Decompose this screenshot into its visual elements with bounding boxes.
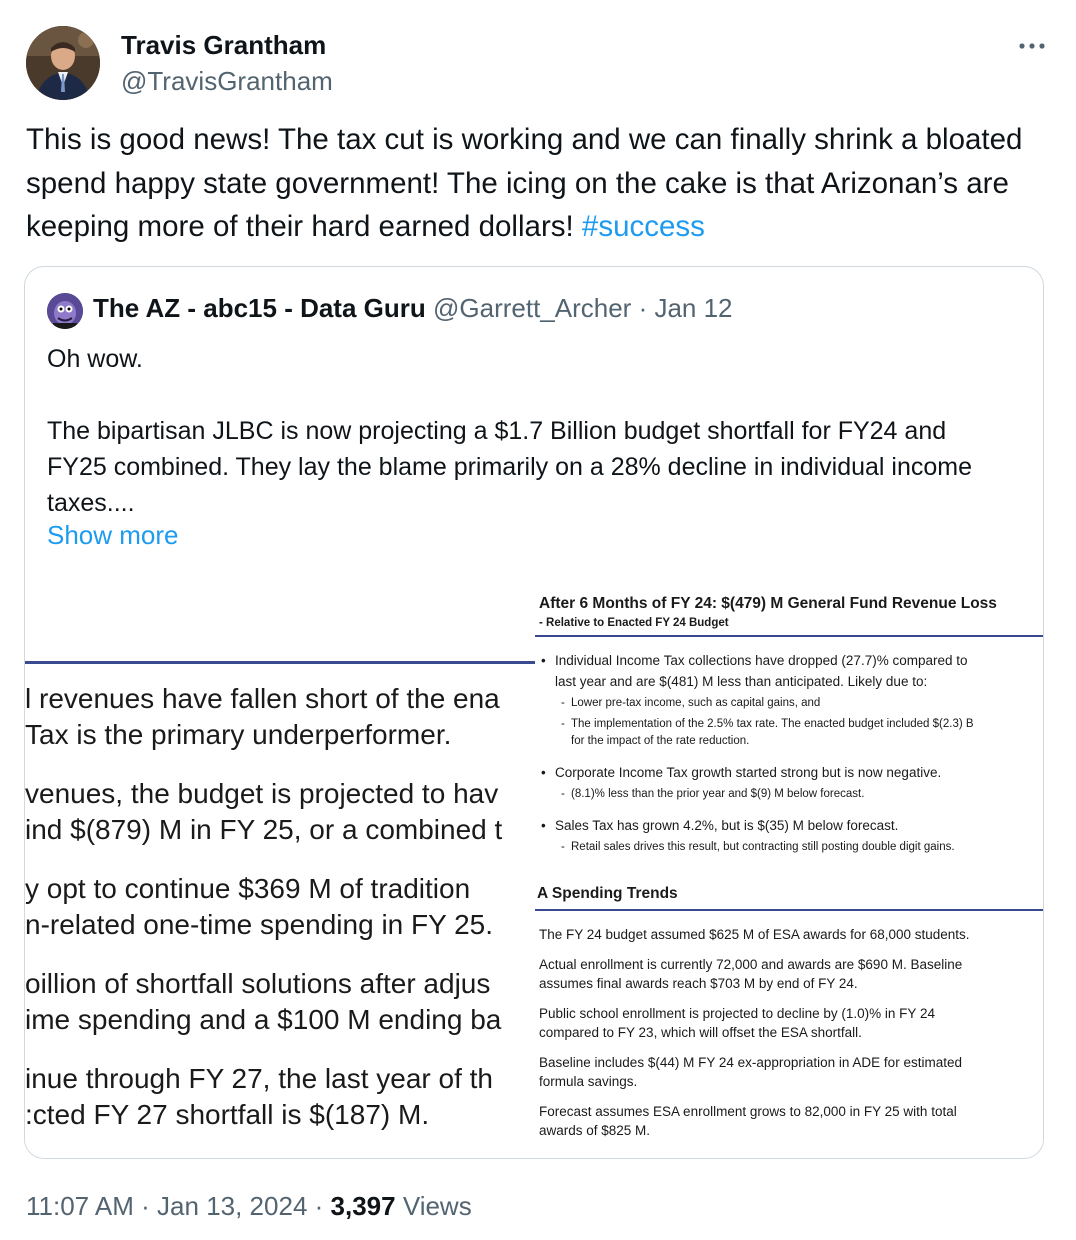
slide-esa-line: formula savings. [539, 1074, 638, 1089]
quoted-separator: · [631, 293, 655, 323]
slide-line: ime spending and a $100 M ending ba [25, 1004, 502, 1035]
slide-line: oillion of shortfall solutions after adjus [25, 968, 491, 999]
slide-image-right[interactable] [535, 589, 1044, 1159]
slide-esa-line: Forecast assumes ESA enrollment grows to 82,000 in FY 25 with total [539, 1104, 957, 1119]
tweet-meta [26, 1191, 472, 1222]
quoted-author-name: The AZ - abc15 - Data Guru [93, 293, 426, 323]
quoted-date: Jan 12 [654, 293, 733, 323]
slide-subbullet: Lower pre-tax income, such as capital gains, and [571, 697, 821, 709]
slide-esa-line: assumes final awards reach $703 M by end of FY 24. [539, 976, 858, 991]
slide-line: ind $(879) M in FY 25, or a combined t [25, 814, 503, 845]
slide-subbullet: (8.1)% less than the prior year and $(9) M below forecast. [571, 788, 865, 800]
slide-line: n-related one-time spending in FY 25. [25, 909, 493, 940]
slide-line: :cted FY 27 shortfall is $(187) M. [25, 1099, 430, 1130]
quoted-author-avatar [47, 293, 83, 329]
author-name[interactable]: Travis Grantham [121, 30, 327, 60]
slide-bullet: Sales Tax has grown 4.2%, but is $(35) M below forecast. [555, 818, 899, 833]
show-more-link[interactable]: Show more [47, 520, 179, 550]
quoted-tweet[interactable] [24, 266, 1044, 1159]
slide-esa-line: The FY 24 budget assumed $625 M of ESA awards for 68,000 students. [539, 927, 970, 942]
slide-subbullet: for the impact of the rate reduction. [571, 735, 750, 747]
slide-esa-line: awards of $825 M. [539, 1123, 651, 1138]
slide-image-left[interactable] [25, 589, 535, 1159]
slide-esa-line: Baseline includes $(44) M FY 24 ex-appropriation in ADE for estimated [539, 1055, 962, 1070]
slide-line: venues, the budget is projected to hav [25, 778, 499, 809]
sub-dash: - [561, 718, 565, 730]
slide-line: inue through FY 27, the last year of th [25, 1063, 494, 1094]
slide-esa-line: Actual enrollment is currently 72,000 and awards are $690 M. Baseline [539, 957, 963, 972]
slide-esa-line: Public school enrollment is projected to decline by (1.0)% in FY 24 [539, 1006, 935, 1021]
slide-rule [535, 635, 1044, 637]
slide-title-2: A Spending Trends [537, 885, 678, 902]
sub-dash: - [561, 788, 565, 800]
bullet-dot: • [541, 653, 546, 668]
slide-bullet: last year and are $(481) M less than anticipated. Likely due to: [555, 674, 928, 689]
more-options-icon[interactable] [1012, 22, 1052, 62]
count-avatar-icon [47, 293, 83, 329]
quoted-line-1: Oh wow. [47, 345, 143, 373]
slide-bullet: Individual Income Tax collections have dropped (27.7)% compared to [555, 653, 968, 668]
avatar-photo [26, 26, 100, 100]
slide-line: y opt to continue $369 M of tradition [25, 873, 471, 904]
slide-bullet: Corporate Income Tax growth started strong but is now negative. [555, 765, 942, 780]
slide-subbullet: Retail sales drives this result, but contracting still posting double digit gains. [571, 841, 955, 853]
quoted-author-handle: @Garrett_Archer [433, 293, 632, 323]
tweet-date[interactable]: Jan 13, 2024 [157, 1191, 308, 1221]
tweet-time[interactable]: 11:07 AM [26, 1191, 134, 1221]
quoted-line-2: The bipartisan JLBC is now projecting a $1.7 Billion budget shortfall for FY24 and FY25 combined. They lay the blame primarily on a 28% decline in individual income taxes.... [47, 417, 973, 517]
tweet-text [26, 118, 1036, 249]
views-count: 3,397 [330, 1191, 396, 1221]
slide-rule [25, 661, 535, 664]
meta-separator: · [133, 1191, 158, 1221]
tweet-body: This is good news! The tax cut is working and we can finally shrink a bloated spend happy state government! The icing on the cake is that Arizonan’s are keeping more of their hard earned dollars! [26, 123, 1023, 243]
slide-title: After 6 Months of FY 24: $(479) M General Fund Revenue Loss [539, 595, 997, 612]
views-label: Views [395, 1191, 472, 1221]
slide-subbullet: The implementation of the 2.5% tax rate. The enacted budget included $(2.3) B [571, 718, 974, 730]
meta-separator: · [307, 1191, 331, 1221]
quoted-text [47, 341, 1007, 521]
slide-line: l revenues have fallen short of the ena [25, 683, 500, 714]
slide-line: Tax is the primary underperformer. [25, 719, 452, 750]
slide-subtitle: - Relative to Enacted FY 24 Budget [539, 617, 729, 629]
hashtag-link[interactable]: #success [581, 210, 705, 243]
author-avatar[interactable] [26, 26, 100, 100]
bullet-dot: • [541, 765, 546, 780]
sub-dash: - [561, 841, 565, 853]
slide-rule [535, 909, 1044, 911]
sub-dash: - [561, 697, 565, 709]
slide-esa-line: compared to FY 23, which will offset the ESA shortfall. [539, 1025, 862, 1040]
quoted-header [93, 291, 733, 325]
bullet-dot: • [541, 818, 546, 833]
author-handle[interactable]: @TravisGrantham [121, 66, 333, 96]
